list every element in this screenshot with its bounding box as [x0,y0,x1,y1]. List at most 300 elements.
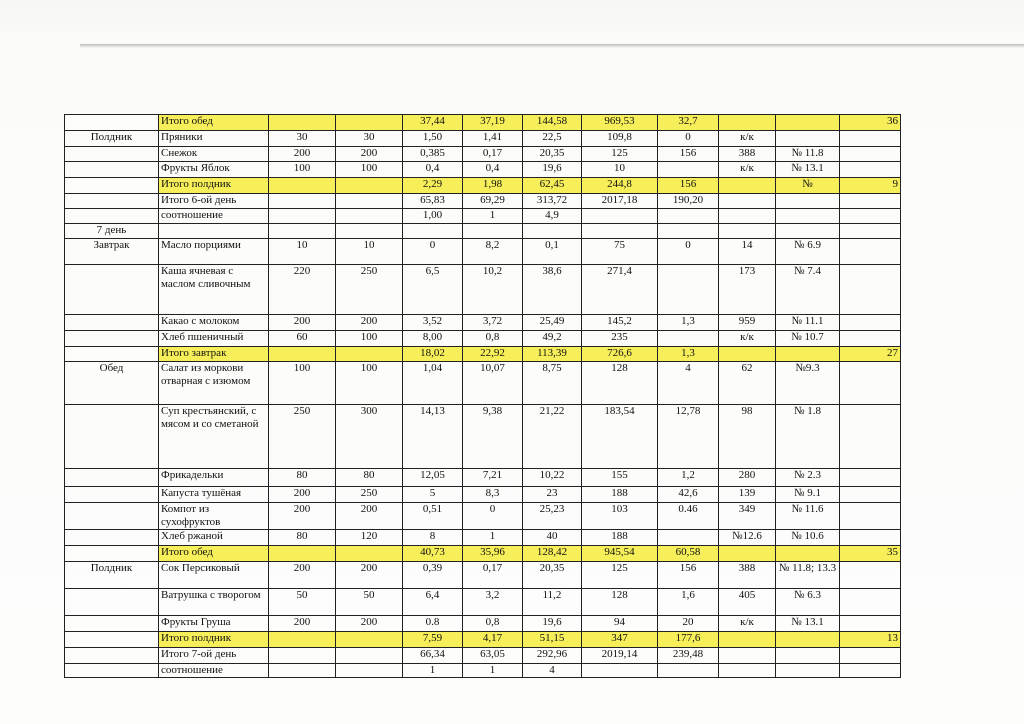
cell-fats: 63,05 [463,648,523,664]
cell-weight-child [269,347,336,362]
cell-kcal: 103 [582,503,658,530]
cell-carbs: 8,75 [523,362,582,405]
cell-weight-child: 200 [269,562,336,589]
cell-proteins: 8,00 [403,331,463,347]
cell-proteins: 3,52 [403,315,463,331]
cell-carbs: 23 [523,487,582,503]
table-row [65,131,901,147]
cell-weight-child: 220 [269,265,336,315]
cell-kcal: 75 [582,239,658,265]
cell-tech-card [776,224,840,239]
cell-proteins: 0.8 [403,616,463,632]
cell-tech-card: № 13.1 [776,616,840,632]
cell-weight-adult: 120 [336,530,403,546]
cell-fats: 10,2 [463,265,523,315]
cell-fats: 10,07 [463,362,523,405]
cell-kcal [582,664,658,678]
cell-dish: Хлеб пшеничный [159,331,269,347]
cell-tech-card [776,194,840,209]
cell-fats: 3,2 [463,589,523,616]
cell-vitamin-c: 60,58 [658,546,719,562]
cell-recipe-no: 388 [719,147,776,162]
cell-fats: 0,8 [463,616,523,632]
cell-vitamin-c: 20 [658,616,719,632]
cell-weight-child: 50 [269,589,336,616]
cell-recipe-no: к/к [719,131,776,147]
cell-vitamin-c: 42,6 [658,487,719,503]
cell-weight-child: 30 [269,131,336,147]
cell-meal [65,194,159,209]
cell-fats: 8,3 [463,487,523,503]
cell-meal [65,648,159,664]
cell-carbs: 25,23 [523,503,582,530]
cell-fats: 1 [463,209,523,224]
cell-recipe-no: 405 [719,589,776,616]
cell-recipe-no [719,224,776,239]
cell-proteins: 65,83 [403,194,463,209]
cell-proteins: 14,13 [403,405,463,469]
cell-weight-child: 100 [269,362,336,405]
cell-dish: Каша ячневая с маслом сливочным [159,265,269,315]
cell-total-index [840,162,901,178]
cell-carbs: 62,45 [523,178,582,194]
cell-proteins: 1,04 [403,362,463,405]
cell-fats: 35,96 [463,546,523,562]
cell-recipe-no [719,664,776,678]
cell-tech-card [776,546,840,562]
cell-total-index [840,265,901,315]
cell-total-index: 9 [840,178,901,194]
cell-meal [65,347,159,362]
cell-recipe-no [719,178,776,194]
cell-meal: Полдник [65,131,159,147]
cell-weight-adult [336,178,403,194]
cell-meal [65,115,159,131]
cell-total-index [840,562,901,589]
cell-carbs: 292,96 [523,648,582,664]
cell-vitamin-c: 177,6 [658,632,719,648]
cell-total-index: 35 [840,546,901,562]
cell-proteins: 8 [403,530,463,546]
cell-dish: Суп крестьянский, с мясом и со сметаной [159,405,269,469]
cell-dish: Капуста тушёная [159,487,269,503]
cell-vitamin-c [658,162,719,178]
cell-meal [65,405,159,469]
cell-kcal: 244,8 [582,178,658,194]
cell-proteins: 1 [403,664,463,678]
cell-recipe-no: 959 [719,315,776,331]
cell-vitamin-c: 32,7 [658,115,719,131]
cell-vitamin-c: 1,3 [658,315,719,331]
cell-vitamin-c [658,209,719,224]
cell-recipe-no [719,209,776,224]
cell-dish: Итого 7-ой день [159,648,269,664]
cell-fats: 1 [463,530,523,546]
cell-recipe-no: 173 [719,265,776,315]
cell-recipe-no [719,115,776,131]
cell-recipe-no: 280 [719,469,776,487]
cell-dish: Пряники [159,131,269,147]
cell-tech-card [776,632,840,648]
cell-tech-card: № 13.1 [776,162,840,178]
cell-meal [65,530,159,546]
cell-weight-adult [336,648,403,664]
cell-total-index [840,487,901,503]
cell-tech-card: № 11.8 [776,147,840,162]
cell-fats: 0,17 [463,562,523,589]
cell-weight-child: 60 [269,331,336,347]
cell-kcal: 271,4 [582,265,658,315]
cell-weight-adult: 10 [336,239,403,265]
cell-weight-adult [336,194,403,209]
cell-vitamin-c [658,664,719,678]
cell-weight-adult: 200 [336,616,403,632]
cell-recipe-no [719,194,776,209]
cell-vitamin-c: 0 [658,131,719,147]
cell-kcal: 155 [582,469,658,487]
cell-meal: Полдник [65,562,159,589]
cell-total-index [840,147,901,162]
cell-weight-child [269,648,336,664]
cell-weight-child: 80 [269,530,336,546]
cell-carbs: 51,15 [523,632,582,648]
cell-total-index: 27 [840,347,901,362]
cell-total-index [840,664,901,678]
cell-weight-child: 80 [269,469,336,487]
table-row [65,589,901,616]
cell-carbs: 4,9 [523,209,582,224]
cell-dish: Фрукты Груша [159,616,269,632]
total-row [65,115,901,131]
cell-total-index [840,315,901,331]
cell-tech-card [776,347,840,362]
cell-proteins: 37,44 [403,115,463,131]
cell-weight-child [269,115,336,131]
cell-carbs: 20,35 [523,147,582,162]
cell-vitamin-c: 12,78 [658,405,719,469]
cell-carbs: 40 [523,530,582,546]
cell-recipe-no: 62 [719,362,776,405]
cell-weight-adult: 30 [336,131,403,147]
cell-proteins: 12,05 [403,469,463,487]
cell-recipe-no: к/к [719,331,776,347]
cell-dish: Снежок [159,147,269,162]
cell-vitamin-c: 0.46 [658,503,719,530]
cell-carbs: 11,2 [523,589,582,616]
cell-meal [65,664,159,678]
cell-meal [65,546,159,562]
cell-proteins: 0,4 [403,162,463,178]
cell-recipe-no: 388 [719,562,776,589]
cell-proteins [403,224,463,239]
cell-vitamin-c [658,265,719,315]
cell-tech-card: № 6.3 [776,589,840,616]
cell-recipe-no [719,546,776,562]
cell-kcal: 128 [582,589,658,616]
cell-recipe-no: к/к [719,616,776,632]
cell-recipe-no: 14 [719,239,776,265]
cell-tech-card: № 6.9 [776,239,840,265]
cell-meal [65,616,159,632]
cell-weight-adult: 80 [336,469,403,487]
total-row [65,178,901,194]
cell-vitamin-c: 4 [658,362,719,405]
cell-dish: Масло порциями [159,239,269,265]
cell-weight-adult: 100 [336,162,403,178]
cell-proteins: 0,385 [403,147,463,162]
cell-fats: 7,21 [463,469,523,487]
table-row [65,147,901,162]
cell-kcal: 347 [582,632,658,648]
cell-carbs: 0,1 [523,239,582,265]
cell-weight-child: 200 [269,487,336,503]
cell-tech-card: № 7.4 [776,265,840,315]
cell-fats: 0,17 [463,147,523,162]
cell-vitamin-c [658,331,719,347]
cell-proteins: 0,39 [403,562,463,589]
cell-weight-child [269,209,336,224]
cell-tech-card: № [776,178,840,194]
cell-proteins: 7,59 [403,632,463,648]
cell-carbs: 10,22 [523,469,582,487]
cell-tech-card: № 10.6 [776,530,840,546]
cell-weight-child [269,632,336,648]
cell-vitamin-c: 190,20 [658,194,719,209]
cell-meal [65,265,159,315]
cell-vitamin-c [658,224,719,239]
cell-kcal: 2019,14 [582,648,658,664]
cell-vitamin-c: 156 [658,178,719,194]
cell-tech-card: №9.3 [776,362,840,405]
total-row [65,546,901,562]
table-row [65,648,901,664]
cell-total-index [840,209,901,224]
table-row [65,162,901,178]
cell-weight-child: 200 [269,147,336,162]
cell-meal: 7 день [65,224,159,239]
cell-recipe-no [719,648,776,664]
cell-carbs: 313,72 [523,194,582,209]
cell-carbs: 38,6 [523,265,582,315]
cell-fats: 37,19 [463,115,523,131]
cell-recipe-no: 349 [719,503,776,530]
cell-dish: Салат из моркови отварная с изюмом [159,362,269,405]
cell-weight-adult: 100 [336,331,403,347]
table-row [65,503,901,530]
cell-total-index [840,648,901,664]
cell-weight-adult: 250 [336,265,403,315]
cell-recipe-no: 98 [719,405,776,469]
cell-total-index [840,239,901,265]
cell-tech-card: № 10.7 [776,331,840,347]
cell-vitamin-c: 1,6 [658,589,719,616]
cell-carbs: 49,2 [523,331,582,347]
cell-dish: Итого 6-ой день [159,194,269,209]
cell-weight-adult: 300 [336,405,403,469]
cell-proteins: 66,34 [403,648,463,664]
cell-total-index [840,469,901,487]
cell-weight-adult [336,546,403,562]
cell-carbs [523,224,582,239]
cell-kcal: 125 [582,562,658,589]
cell-weight-adult: 200 [336,315,403,331]
cell-weight-adult: 100 [336,362,403,405]
cell-carbs: 4 [523,664,582,678]
cell-carbs: 21,22 [523,405,582,469]
cell-weight-adult [336,632,403,648]
table-row [65,362,901,405]
cell-tech-card: № 2.3 [776,469,840,487]
cell-weight-child: 200 [269,315,336,331]
cell-total-index [840,224,901,239]
cell-meal [65,147,159,162]
cell-fats: 4,17 [463,632,523,648]
cell-fats: 1,41 [463,131,523,147]
table-row [65,562,901,589]
cell-dish: Итого обед [159,115,269,131]
table-row [65,664,901,678]
cell-kcal [582,209,658,224]
cell-total-index [840,362,901,405]
cell-dish: соотношение [159,664,269,678]
table-row [65,331,901,347]
cell-carbs: 25,49 [523,315,582,331]
cell-dish [159,224,269,239]
cell-carbs: 144,58 [523,115,582,131]
cell-weight-child: 100 [269,162,336,178]
cell-weight-child [269,178,336,194]
cell-kcal: 125 [582,147,658,162]
cell-proteins: 2,29 [403,178,463,194]
cell-weight-adult: 50 [336,589,403,616]
cell-dish: Фрукты Яблок [159,162,269,178]
cell-vitamin-c: 1,2 [658,469,719,487]
cell-fats: 0 [463,503,523,530]
cell-vitamin-c: 156 [658,562,719,589]
cell-total-index [840,589,901,616]
cell-proteins: 1,00 [403,209,463,224]
cell-tech-card [776,648,840,664]
cell-tech-card: № 9.1 [776,487,840,503]
cell-total-index [840,530,901,546]
cell-vitamin-c: 156 [658,147,719,162]
cell-kcal [582,224,658,239]
cell-dish: Сок Персиковый [159,562,269,589]
cell-weight-adult [336,209,403,224]
cell-recipe-no [719,632,776,648]
cell-weight-child [269,664,336,678]
cell-proteins: 1,50 [403,131,463,147]
cell-weight-adult: 200 [336,147,403,162]
cell-tech-card [776,209,840,224]
cell-kcal: 183,54 [582,405,658,469]
cell-kcal: 188 [582,487,658,503]
cell-meal [65,469,159,487]
cell-kcal: 128 [582,362,658,405]
cell-tech-card: № 11.6 [776,503,840,530]
cell-proteins: 0 [403,239,463,265]
cell-recipe-no: №12.6 [719,530,776,546]
table-row [65,469,901,487]
cell-total-index [840,503,901,530]
table-row [65,194,901,209]
cell-dish: Какао с молоком [159,315,269,331]
cell-tech-card [776,664,840,678]
cell-recipe-no [719,347,776,362]
cell-meal: Завтрак [65,239,159,265]
cell-meal [65,315,159,331]
menu-table [64,114,901,678]
cell-total-index [840,405,901,469]
total-row [65,632,901,648]
table-row [65,209,901,224]
cell-dish: Итого завтрак [159,347,269,362]
cell-fats: 0,8 [463,331,523,347]
total-row [65,347,901,362]
cell-carbs: 20,35 [523,562,582,589]
cell-kcal: 2017,18 [582,194,658,209]
cell-kcal: 145,2 [582,315,658,331]
cell-meal [65,178,159,194]
cell-kcal: 10 [582,162,658,178]
cell-total-index [840,131,901,147]
cell-kcal: 94 [582,616,658,632]
cell-total-index [840,331,901,347]
table-row [65,224,901,239]
cell-fats: 9,38 [463,405,523,469]
cell-tech-card: № 11.1 [776,315,840,331]
table-row [65,487,901,503]
table-row [65,315,901,331]
cell-dish: Компот из сухофруктов [159,503,269,530]
cell-tech-card: № 1.8 [776,405,840,469]
cell-kcal: 726,6 [582,347,658,362]
cell-fats: 1,98 [463,178,523,194]
cell-fats: 69,29 [463,194,523,209]
cell-carbs: 19,6 [523,162,582,178]
cell-weight-child: 200 [269,616,336,632]
cell-dish: соотношение [159,209,269,224]
cell-meal [65,331,159,347]
cell-meal: Обед [65,362,159,405]
cell-meal [65,209,159,224]
cell-fats: 8,2 [463,239,523,265]
cell-total-index [840,194,901,209]
table-row [65,616,901,632]
cell-weight-child [269,546,336,562]
cell-proteins: 5 [403,487,463,503]
cell-weight-adult [336,224,403,239]
cell-fats: 22,92 [463,347,523,362]
cell-kcal: 188 [582,530,658,546]
cell-weight-adult: 250 [336,487,403,503]
cell-proteins: 6,4 [403,589,463,616]
cell-tech-card: № 11.8; 13.3 [776,562,840,589]
cell-carbs: 22,5 [523,131,582,147]
cell-total-index: 13 [840,632,901,648]
cell-carbs: 128,42 [523,546,582,562]
cell-tech-card [776,115,840,131]
cell-dish: Хлеб ржаной [159,530,269,546]
cell-carbs: 113,39 [523,347,582,362]
cell-meal [65,162,159,178]
table-row [65,239,901,265]
table-row [65,265,901,315]
cell-meal [65,632,159,648]
cell-proteins: 40,73 [403,546,463,562]
cell-tech-card [776,131,840,147]
cell-dish: Итого обед [159,546,269,562]
